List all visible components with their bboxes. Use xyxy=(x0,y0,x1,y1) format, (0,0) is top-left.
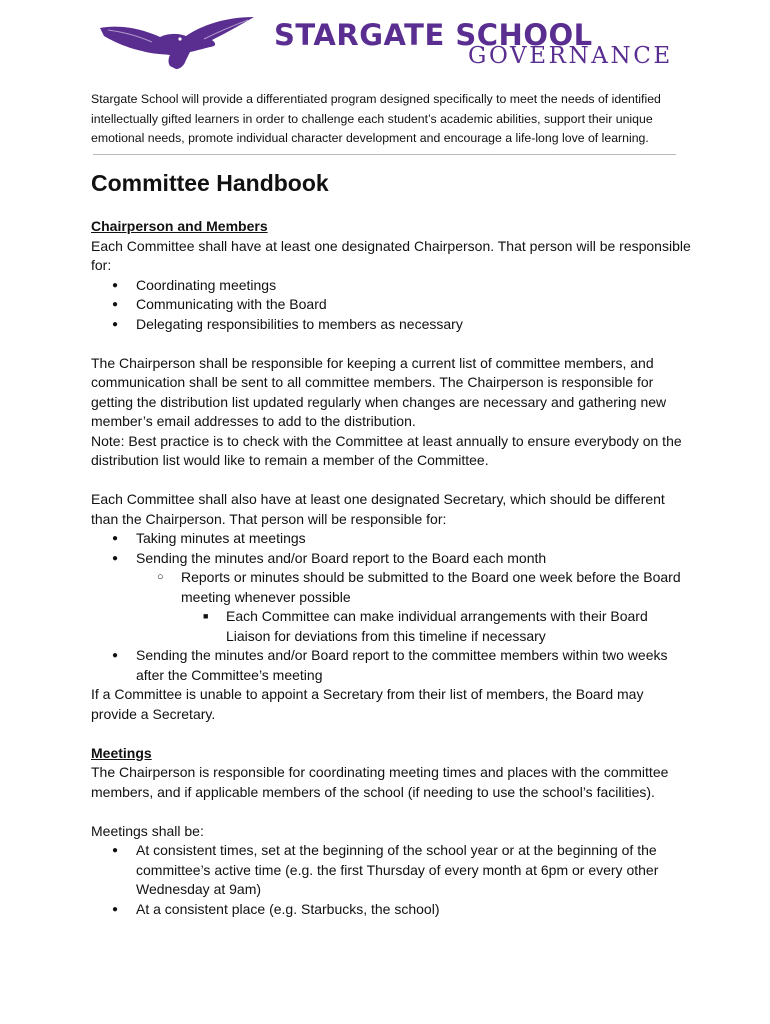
handbook-content xyxy=(91,168,691,919)
list-item: ● Delegating responsibilities to members as necessary xyxy=(91,315,691,335)
chairperson-duties-list xyxy=(91,276,691,335)
list-item: ● At a consistent place (e.g. Starbucks, the school) xyxy=(91,900,691,920)
governance-subtitle: GOVERNANCE xyxy=(468,43,673,69)
best-practice-note: Note: Best practice is to check with the Committee at least annually to ensure everybody on the distribution list would like to remain a member of the Committee. xyxy=(91,432,682,468)
meetings-heading: Meetings xyxy=(91,744,152,761)
list-item: ● Communicating with the Board xyxy=(91,295,691,315)
mission-statement: Stargate School will provide a differentiated program designed specifically to meet the needs of identified intellectually gifted learners in order to challenge each student’s academic abilities, support their unique emotional needs, promote individual character development and encourage a life-long love of learning. xyxy=(91,92,661,145)
list-item: ● Sending the minutes and/or Board report to the committee members within two weeks after the Committee’s meeting xyxy=(91,646,691,685)
meetings-shall-be: Meetings shall be: xyxy=(91,822,204,839)
list-item: ● At consistent times, set at the beginning of the school year or at the beginning of the committee’s active time (e.g. the first Thursday of every month at 6pm or every other Wednesday at 9am) xyxy=(91,841,691,900)
meetings-list xyxy=(91,841,691,919)
secretary-duties-list xyxy=(91,529,691,685)
secretary-intro: Each Committee shall also have at least one designated Secretary, which should be different than the Chairperson. That person will be responsible for: xyxy=(91,491,665,527)
chairperson-intro: Each Committee shall have at least one designated Chairperson. That person will be responsible for: xyxy=(91,237,691,273)
sub-sub-list-item: ■ Each Committee can make individual arrangements with their Board Liaison for deviations from this timeline if necessary xyxy=(91,607,691,646)
meetings-intro: The Chairperson is responsible for coordinating meeting times and places with the committee members, and if applicable members of the school (if needing to use the school’s facilities). xyxy=(91,764,669,800)
chairperson-heading: Chairperson and Members xyxy=(91,218,268,234)
header xyxy=(0,0,770,84)
list-item: ● Coordinating meetings xyxy=(91,276,691,296)
hawk-logo-icon xyxy=(98,14,256,72)
page-title: Committee Handbook xyxy=(91,170,329,196)
chairperson-paragraph: The Chairperson shall be responsible for keeping a current list of committee members, and communication shall be sent to all committee members. The Chairperson is responsible for getting the distribution list updated regularly when changes are necessary and gathering new member’s email addresses to add to the distribution. xyxy=(91,354,667,429)
list-item: ● Taking minutes at meetings xyxy=(91,529,691,549)
secretary-fallback: If a Committee is unable to appoint a Secretary from their list of members, the Board may provide a Secretary. xyxy=(91,686,644,722)
school-name: STARGATE SCHOOL xyxy=(274,18,593,52)
divider xyxy=(93,154,676,155)
list-item: ● Sending the minutes and/or Board report to the Board each month xyxy=(91,549,691,569)
sub-list-item: ○ Reports or minutes should be submitted to the Board one week before the Board meeting whenever possible xyxy=(91,568,691,607)
